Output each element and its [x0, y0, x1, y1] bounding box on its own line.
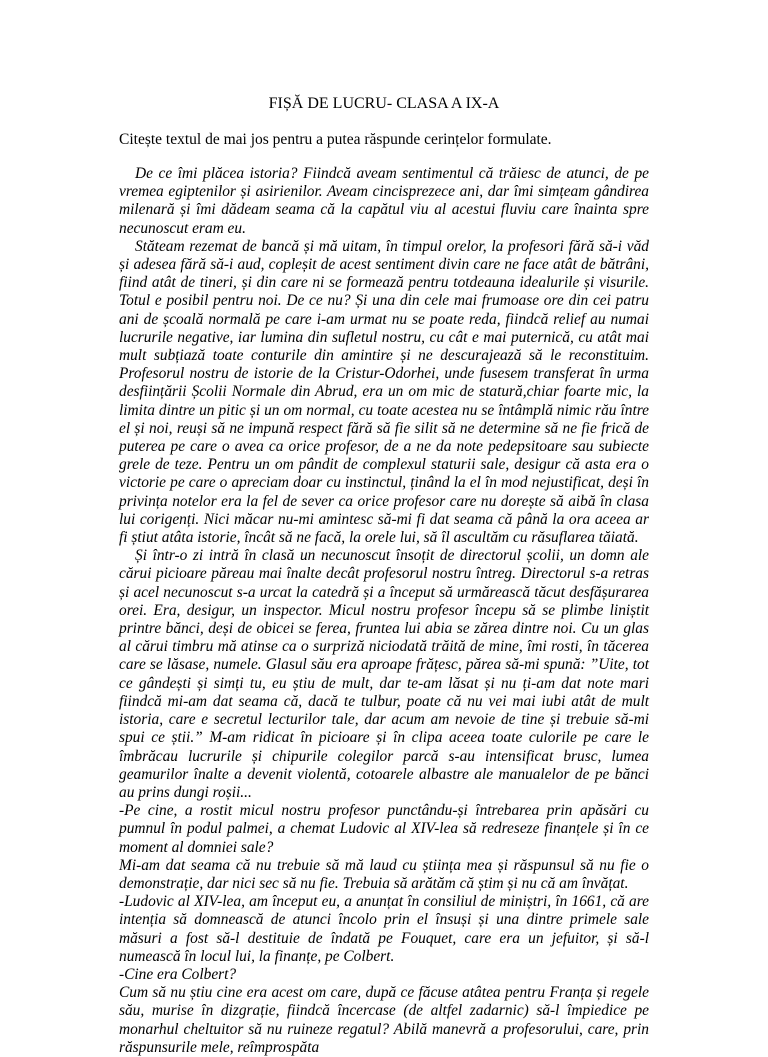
- paragraph: -Cine era Colbert?: [119, 965, 237, 983]
- paragraph: De ce îmi plăcea istoria? Fiindcă aveam sentimentul că trăiesc de atunci, de pe vremea egiptenilor și asirienilor. Aveam cincisprezece ani, dar îmi simțeam gândirea milenară și îmi dădeam seama că la capătul viu al acestui fluviu care înainta spre necunoscut eram eu.: [119, 165, 649, 237]
- paragraph: Și într-o zi intră în clasă un necunoscut însoțit de directorul școlii, un domn ale cărui picioare păreau mai înalte decât profesorul nostru întreg. Directorul s-a retras și acel necunoscut s-a urcat la catedră și a început să urmărească tăcut desfășurarea orei. Era, desigur, un inspector. Micul nostru profesor începu să se plimbe liniștit printre bănci, deși de obicei se ferea, fruntea lui abia se zărea dintre noi. Cu un glas al cărui timbru mă atinse ca o surpriză niciodată trăită de mine, îmi rosti, în tăcerea care se lăsase, numele. Glasul său era aproape frățesc, părea să-mi spună: ”Uite, tot ce gândești și simți tu, eu știu de mult, dar te-am lăsat și nu ți-am dat note mari fiindcă mi-am dat seama că, dacă te tulbur, poate că nu vei mai iubi atât de mult istoria, care e secretul lecturilor tale, dar acum am nevoie de tine și trebuie să-mi spui ce știi.” M-am ridicat în picioare și în clipa aceea toate culorile pe care le îmbrăcau lucrurile și chipurile colegilor parcă s-au intensificat brusc, lumea geamurilor înalte a devenit violentă, cotoarele albastre ale manualelor de pe bănci au prins dungi roșii...: [119, 547, 649, 801]
- paragraph: Mi-am dat seama că nu trebuie să mă laud cu știința mea și răspunsul să nu fie o demonstrație, dar nici sec să nu fie. Trebuia să arătăm că știm și nu că am învățat.: [119, 856, 649, 892]
- paragraph: Cum să nu știu cine era acest om care, după ce făcuse atâtea pentru Franța și regele său, murise în dizgrație, fiindcă încercase (de altfel zadarnic) să-l împiedice pe monarhul cheltuitor să nu ruineze regatul? Abilă manevră a profesorului, care, prin răspunsurile mele, reîmprospăta: [119, 984, 649, 1056]
- text-body: [119, 165, 649, 1057]
- paragraph: -Ludovic al XIV-lea, am început eu, a anunțat în consiliul de miniștri, în 1661, că are intenția să domnească de atunci încolo prin el însuși și una dintre primele sale măsuri a fost să-l destituie de îndată pe Fouquet, care era un jefuitor, și să-l numească în locul lui, la finanțe, pe Colbert.: [119, 893, 649, 965]
- paragraph: -Pe cine, a rostit micul nostru profesor punctându-și întrebarea prin apăsări cu pumnul în podul palmei, a chemat Ludovic al XIV-lea să redreseze finanțele și în ce moment al domniei sale?: [119, 802, 649, 856]
- paragraph: Stăteam rezemat de bancă și mă uitam, în timpul orelor, la profesori fără să-i văd și adesea fără să-i aud, copleșit de acest sentiment divin care ne face atât de bătrâni, fiind atât de tineri, și din care ni se formează pentru totdeauna idealurile și visurile. Totul e posibil pentru noi. De ce nu? Și una din cele mai frumoase ore din cei patru ani de școală normală pe care i-am urmat nu se poate reda, fiindcă relief au numai lucrurile negative, iar lumina din sufletul nostru, cu cât e mai puternică, cu atât mai mult subțiază toate conturile din amintire și ne descurajează să le reconstituim. Profesorul nostru de istorie de la Cristur-Odorhei, unde fusesem transferat în urma desființării Școlii Normale din Abrud, era un om mic de statură,chiar foarte mic, la limita dintre un pitic și un om normal, cu toate acestea nu se întâmplă nimic rău între el și noi, reuși să ne impună respect fără să fie silit să ne determine să ne fie frică de puterea pe care o avea ca orice profesor, de a ne da note pedepsitoare sau subiecte grele de teze. Pentru un om pândit de complexul staturii sale, desigur că asta era o victorie pe care o apreciam doar cu instinctul, ținând la el în mod nejustificat, deși în privința notelor era la fel de sever ca orice profesor care nu dorește să aibă în clasa lui corigenți. Nici măcar nu-mi amintesc să-mi fi dat seama că până la ora aceea ar fi știut atâta istorie, încât să ne facă, la orele lui, să îl ascultăm cu răsuflarea tăiată.: [119, 237, 649, 547]
- page-title: FIȘĂ DE LUCRU- CLASA A IX-A: [268, 95, 500, 112]
- instruction-text: Citește textul de mai jos pentru a putea răspunde cerințelor formulate.: [119, 131, 552, 148]
